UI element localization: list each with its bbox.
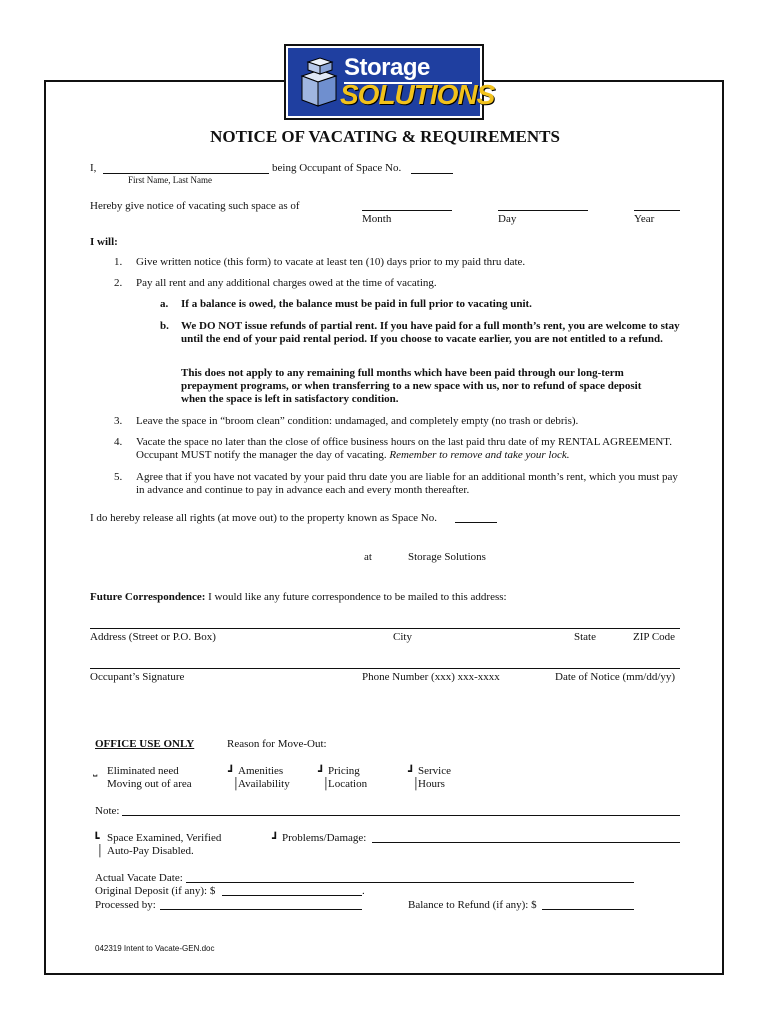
occupant-name-field[interactable]	[103, 173, 269, 174]
list-item: Leave the space in “broom clean” condition: undamaged, and completely empty (no trash or debris).	[136, 415, 579, 427]
date-caption: Date of Notice (mm/dd/yy)	[555, 671, 676, 683]
storage-solutions-logo	[286, 46, 495, 118]
space-number-field[interactable]	[411, 173, 453, 174]
note-label: Note:	[95, 805, 120, 817]
checkbox-icon[interactable]: ┛	[272, 833, 279, 845]
checkbox-icon[interactable]: │	[412, 778, 420, 790]
autopay-label: Auto-Pay Disabled.	[107, 845, 194, 857]
item-number: 5.	[114, 471, 123, 483]
option-label: Amenities	[238, 765, 284, 777]
deposit-field[interactable]	[222, 895, 362, 896]
page-title: NOTICE OF VACATING & REQUIREMENTS	[210, 127, 560, 146]
option-label: Location	[328, 778, 368, 790]
occupant-mid-text: being Occupant of Space No.	[272, 162, 402, 174]
examined-label: Space Examined, Verified	[107, 832, 222, 844]
logo-word-solutions: SOLUTIONS	[340, 79, 495, 110]
name-caption: First Name, Last Name	[128, 175, 212, 185]
processed-label: Processed by:	[95, 899, 156, 911]
option-label: Availability	[238, 778, 290, 790]
zip-caption: ZIP Code	[633, 631, 676, 643]
occupant-prefix: I,	[90, 162, 97, 174]
option-label: Hours	[418, 778, 445, 790]
day-caption: Day	[498, 213, 517, 225]
problems-field[interactable]	[372, 842, 680, 843]
subitem-a: If a balance is owed, the balance must be paid in full prior to vacating unit.	[181, 298, 532, 310]
release-text: I do hereby release all rights (at move out) to the property known as Space No.	[90, 512, 438, 524]
checkbox-icon[interactable]: ┛	[318, 766, 325, 778]
option-label: Pricing	[328, 765, 360, 777]
item-number: 2.	[114, 277, 123, 289]
checkbox-icon[interactable]: ┛	[228, 766, 235, 778]
checkbox-icon[interactable]: ┗	[93, 833, 100, 845]
city-caption: City	[393, 631, 412, 643]
will-label: I will:	[90, 236, 118, 248]
office-use-label: OFFICE USE ONLY	[95, 738, 195, 750]
problems-label: Problems/Damage:	[282, 832, 367, 844]
balance-label: Balance to Refund (if any): $	[408, 899, 537, 911]
future-label: Future Correspondence:	[90, 591, 206, 603]
option-label: Moving out of area	[107, 778, 192, 790]
balance-field[interactable]	[542, 909, 634, 910]
release-space-field[interactable]	[455, 522, 497, 523]
address-field[interactable]	[90, 628, 680, 629]
item-4-italic: Remember to remove and take your lock.	[389, 449, 570, 461]
month-field[interactable]	[362, 210, 452, 211]
checkbox-icon[interactable]: ⎵	[93, 765, 98, 777]
processed-field[interactable]	[160, 909, 362, 910]
item-number: 1.	[114, 256, 123, 268]
company-name: Storage Solutions	[408, 551, 486, 563]
item-number: 4.	[114, 436, 123, 448]
year-field[interactable]	[634, 210, 680, 211]
list-item: Give written notice (this form) to vacate at least ten (10) days prior to my paid thru date.	[136, 256, 526, 268]
checkbox-icon[interactable]: │	[232, 778, 240, 790]
checkbox-icon[interactable]: ┛	[408, 766, 415, 778]
state-caption: State	[574, 631, 596, 643]
exception-note: This does not apply to any remaining full months which have been paid through our long-term prepayment programs, or when transferring to a new space with us, nor to refund of space deposit when the space is left in satisfactory condition.	[181, 367, 642, 405]
signature-field[interactable]	[90, 668, 680, 669]
subitem-b: We DO NOT issue refunds of partial rent. If you have paid for a full month’s rent, you are welcome to stay until the end of your paid rental period. If you choose to vacate earlier, you are not entitled to a refund.	[181, 320, 680, 345]
phone-caption: Phone Number (xxx) xxx-xxxx	[362, 671, 500, 683]
list-item: Pay all rent and any additional charges owed at the time of vacating.	[136, 277, 437, 289]
subitem-letter: b.	[160, 320, 169, 332]
at-label: at	[364, 551, 372, 563]
list-item	[136, 436, 676, 462]
deposit-label: Original Deposit (if any): $	[95, 885, 216, 897]
future-text: I would like any future correspondence to be mailed to this address:	[208, 591, 507, 603]
footer-filename: 042319 Intent to Vacate-GEN.doc	[95, 944, 215, 953]
address-caption: Address (Street or P.O. Box)	[90, 631, 216, 643]
future-correspondence	[90, 591, 507, 603]
option-label: Service	[418, 765, 451, 777]
item-number: 3.	[114, 415, 123, 427]
list-item: Agree that if you have not vacated by your paid thru date you are liable for an additional month’s rent, which you must pay in advance and continue to pay in advance each and every month thereafter.	[136, 471, 678, 496]
logo-word-storage: Storage	[344, 54, 430, 81]
checkbox-icon[interactable]: │	[322, 778, 330, 790]
actual-vacate-label: Actual Vacate Date:	[95, 872, 183, 884]
notice-text: Hereby give notice of vacating such space as of	[90, 200, 300, 212]
actual-vacate-field[interactable]	[186, 882, 634, 883]
note-field[interactable]	[122, 815, 680, 816]
day-field[interactable]	[498, 210, 588, 211]
option-label: Eliminated need	[107, 765, 179, 777]
reason-label: Reason for Move-Out:	[227, 738, 327, 750]
boxes-icon	[298, 56, 340, 110]
deposit-end: .	[362, 885, 365, 897]
checkbox-icon[interactable]: │	[96, 845, 104, 857]
month-caption: Month	[362, 213, 392, 225]
subitem-letter: a.	[160, 298, 169, 310]
signature-caption: Occupant’s Signature	[90, 671, 185, 683]
year-caption: Year	[634, 213, 655, 225]
item-4-text: Vacate the space no later than the close of office business hours on the last paid thru date of my RENTAL AGREEMENT. Occupant MUST notify the manager the day of vacating.	[136, 436, 672, 461]
